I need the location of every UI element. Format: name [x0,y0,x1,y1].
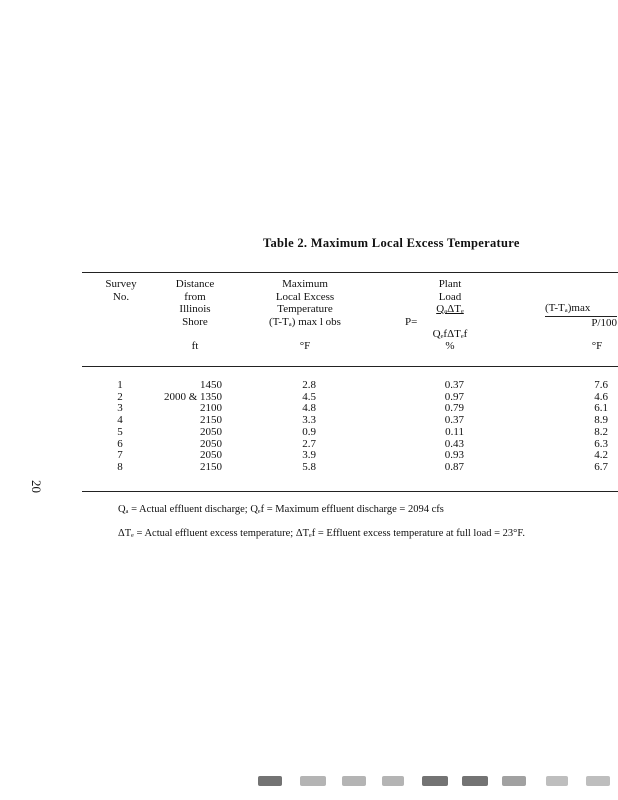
table-cell: 2000 & 1350 [163,390,222,403]
table-cell: 2050 [200,437,222,450]
table-cell: 0.97 [444,390,464,403]
table-cell: 6.1 [594,402,608,415]
header-survey-no: Survey No. [105,278,137,303]
table-cell: 0.93 [444,449,464,462]
table-cell: 8.2 [594,425,608,438]
unit-plant-load: % [445,340,455,352]
page-number: 20 [29,480,44,493]
table-cell: 0.79 [444,402,464,415]
table-cell: 0.43 [444,437,464,450]
header-normalized-temperature: (T-Tₐ)max P/100 [545,302,617,329]
header-plant-load: Plant Load QₐΔTₑ P= QₑfΔTₑf [405,278,468,340]
table-cell: 3 [117,402,123,415]
table-cell: 0.11 [445,425,464,438]
footnote-discharge: Qₐ = Actual effluent discharge; Qₑf = Maximum effluent discharge = 2094 cfs [118,504,444,515]
table-cell: 2.8 [302,379,316,391]
table-cell: 2150 [200,414,222,427]
table-cell: 4.5 [302,390,316,403]
table-title: Table 2. Maximum Local Excess Temperature [263,236,520,250]
table-cell: 7.6 [594,379,608,391]
header-max-local-excess-temperature: Maximum Local Excess Temperature (T-Tₐ) max l obs [269,278,341,328]
footnote-temperature: ΔTₑ = Actual effluent excess temperature; ΔTₑf = Effluent excess temperature at full load = 23°F. [118,528,525,539]
table-cell: 2050 [200,425,222,438]
header-distance: Distance from Illinois Shore [175,278,215,328]
table-cell: 4.2 [594,449,608,462]
table-cell: 5.8 [302,460,316,473]
table-cell: 2.7 [302,437,316,450]
table-cell: 4 [117,414,123,427]
table-cell: 3.3 [302,414,316,427]
table-cell: 2150 [200,460,222,473]
table-cell: 1 [117,379,123,391]
table-cell: 5 [117,425,123,438]
table-cell: 0.87 [444,460,464,473]
table-cell: 6 [117,437,123,450]
table-header-rule [82,366,618,367]
table-cell: 1450 [200,379,222,391]
table-cell: 6.7 [594,460,608,473]
unit-normalized: °F [591,340,603,352]
table-cell: 2 [117,390,123,403]
table-cell: 4.6 [594,390,608,403]
table-cell: 2050 [200,449,222,462]
table-cell: 0.37 [444,414,464,427]
table-cell: 8.9 [594,414,608,427]
unit-distance: ft [191,340,199,352]
table-bottom-rule [82,491,618,492]
table-top-rule [82,272,618,273]
table-cell: 7 [117,449,123,462]
table-cell: 6.3 [594,437,608,450]
table-cell: 2100 [200,402,222,415]
table-cell: 3.9 [302,449,316,462]
table-cell: 4.8 [302,402,316,415]
table-cell: 0.9 [302,425,316,438]
table-cell: 0.37 [444,379,464,391]
table-cell: 8 [117,460,123,473]
unit-temperature: °F [299,340,311,352]
